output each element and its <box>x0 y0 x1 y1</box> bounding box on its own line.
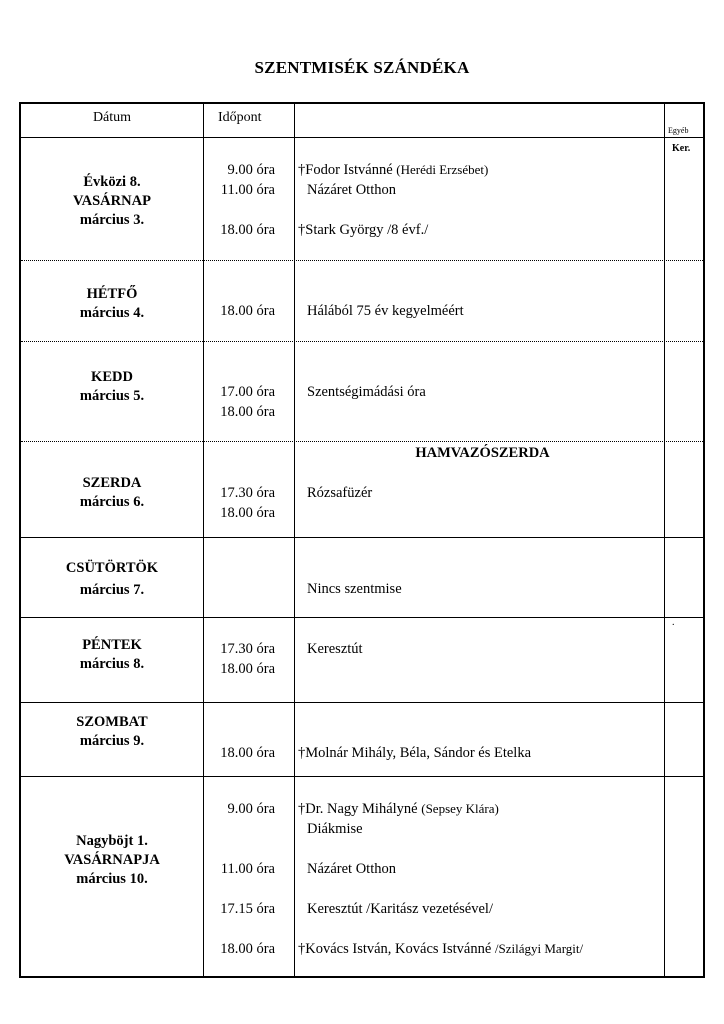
mass-time: 17.00 óra <box>220 384 275 400</box>
row-divider <box>21 341 703 342</box>
day-label: Nagyböjt 1. VASÁRNAPJA március 10. <box>64 833 160 887</box>
day-label: Évközi 8. VASÁRNAP március 3. <box>73 174 151 228</box>
column-divider <box>664 104 665 976</box>
mass-intention: Szentségimádási óra <box>307 384 426 400</box>
mass-intentions-table <box>19 102 705 978</box>
mass-time: 18.00 óra <box>220 941 275 957</box>
mass-time: 18.00 óra <box>220 222 275 238</box>
row-divider <box>21 537 703 538</box>
mass-time: 9.00 óra <box>227 162 275 178</box>
feast-name: HAMVAZÓSZERDA <box>415 445 550 461</box>
mass-intention: Keresztút <box>307 641 363 657</box>
day-label: KEDD március 5. <box>79 369 145 404</box>
mass-intention: Názáret Otthon <box>307 182 396 198</box>
mass-time: 11.00 óra <box>220 182 275 198</box>
header-divider <box>21 137 703 138</box>
day-label: HÉTFŐ március 4. <box>79 286 145 321</box>
mass-intention: †Molnár Mihály, Béla, Sándor és Etelka <box>298 745 532 761</box>
header-ker: Ker. <box>672 143 691 154</box>
mass-time: 17.30 óra <box>220 641 275 657</box>
mass-time: 9.00 óra <box>227 801 275 817</box>
row-divider <box>21 776 703 777</box>
row-divider <box>21 260 703 261</box>
mass-intention: Hálából 75 év kegyelméért <box>307 303 464 319</box>
mass-time: 18.00 óra <box>220 404 275 420</box>
row-divider <box>21 441 703 442</box>
mass-intention: †Stark György /8 évf./ <box>298 222 429 238</box>
mass-intention: †Kovács István, Kovács Istvánné /Szilágyi Margit/ <box>298 941 584 957</box>
mass-time: 18.00 óra <box>220 745 275 761</box>
mass-time: 18.00 óra <box>220 505 275 521</box>
mass-intention: Rózsafüzér <box>307 485 373 501</box>
mass-intention: †Dr. Nagy Mihályné (Sepsey Klára) <box>298 801 499 817</box>
page-title: SZENTMISÉK SZÁNDÉKA <box>254 58 470 77</box>
mass-intention: Názáret Otthon <box>307 861 396 877</box>
mass-intention: Keresztút /Karitász vezetésével/ <box>307 901 493 917</box>
header-date: Dátum <box>92 110 132 125</box>
mass-time: 17.15 óra <box>220 901 275 917</box>
mark: . <box>672 617 675 628</box>
mass-time: 11.00 óra <box>220 861 275 877</box>
mass-time: 17.30 óra <box>220 485 275 501</box>
column-divider <box>294 104 295 976</box>
day-label: CSÜTÖRTÖK március 7. <box>65 560 159 598</box>
mass-intention: Diákmise <box>307 821 363 837</box>
mass-time: 18.00 óra <box>220 303 275 319</box>
day-label: PÉNTEK március 8. <box>79 637 145 672</box>
mass-time: 18.00 óra <box>220 661 275 677</box>
day-label: SZERDA március 6. <box>79 475 145 510</box>
row-divider <box>21 702 703 703</box>
mass-intention: Nincs szentmise <box>307 581 402 597</box>
mass-intention: †Fodor Istvánné (Herédi Erzsébet) <box>298 162 489 178</box>
header-time: Időpont <box>218 110 262 125</box>
day-label: SZOMBAT március 9. <box>76 714 148 749</box>
header-other: Egyéb <box>668 126 689 135</box>
row-divider <box>21 617 703 618</box>
